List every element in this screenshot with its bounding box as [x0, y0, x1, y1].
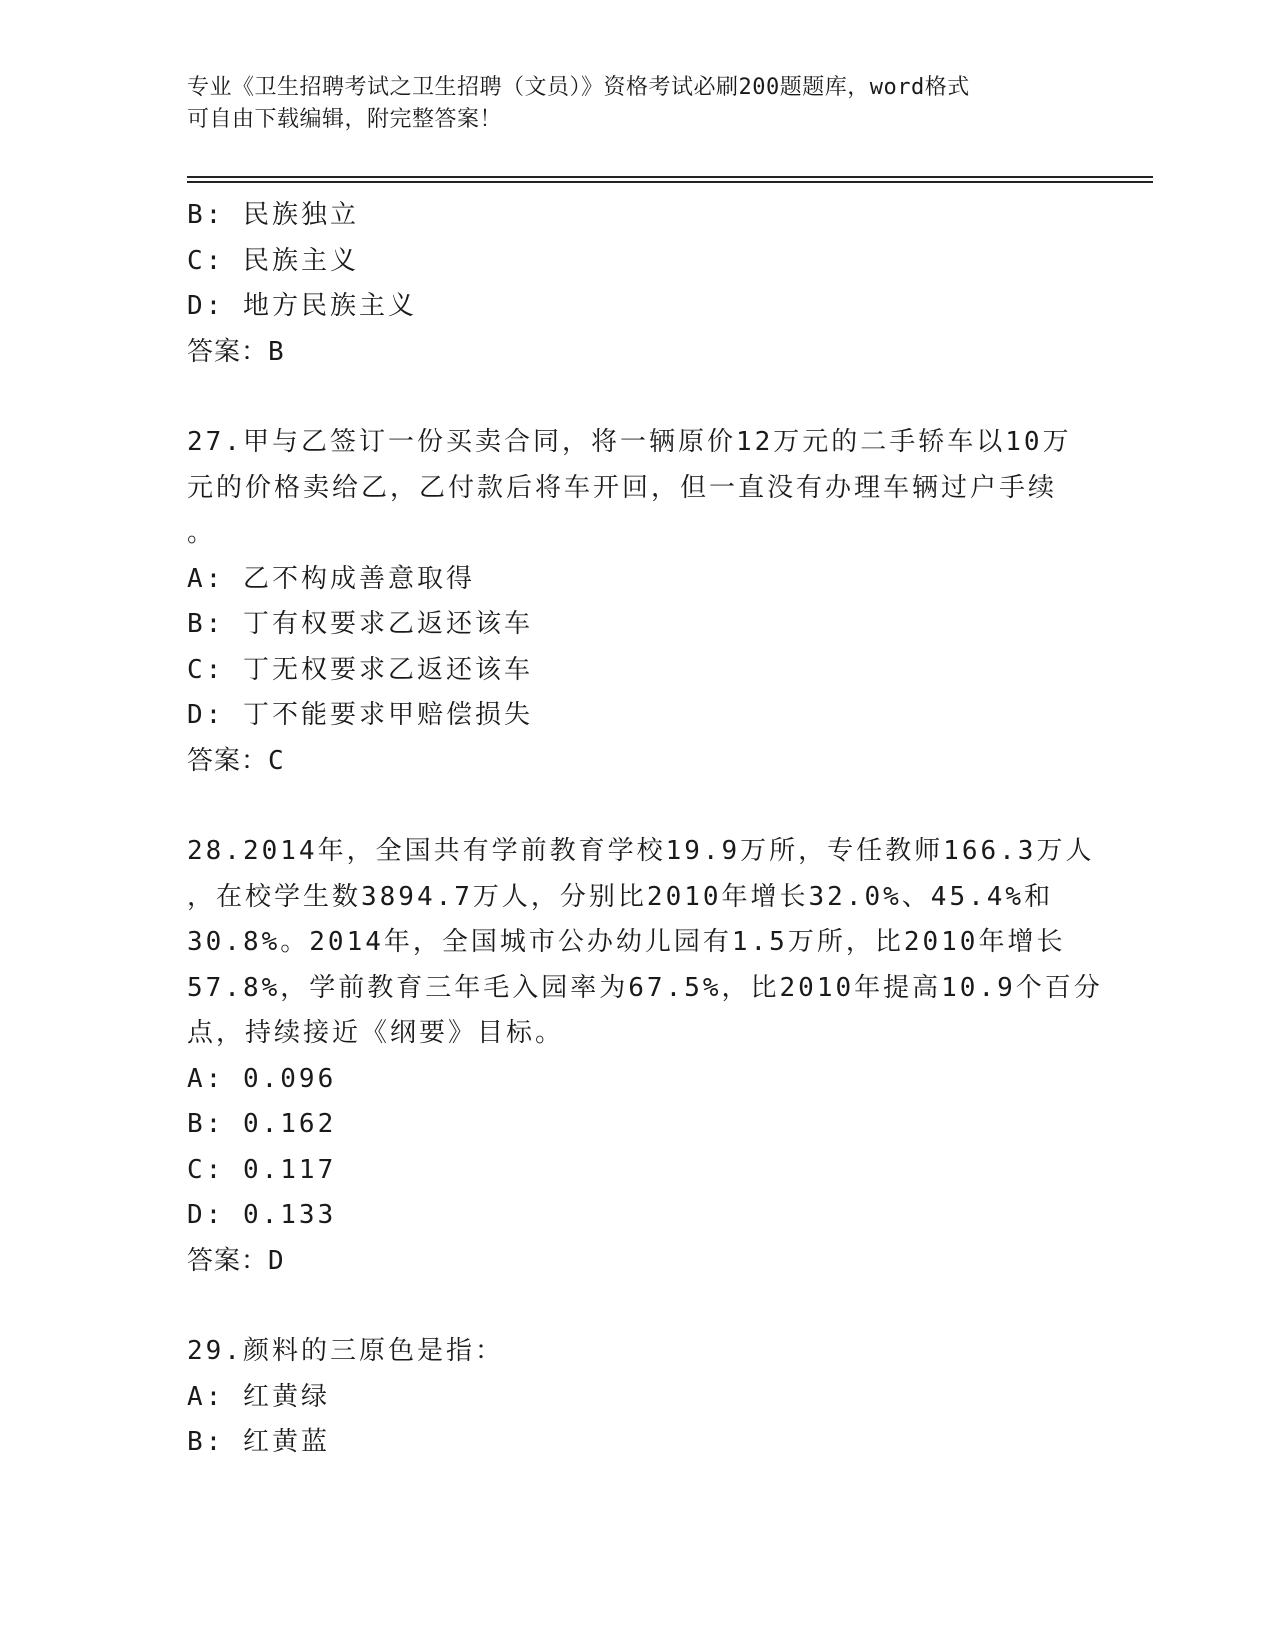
question-stem-line: 30.8%。2014年，全国城市公办幼儿园有1.5万所，比2010年增长 — [187, 927, 1066, 957]
question-29 — [187, 1329, 1147, 1466]
question-stem-line: ，在校学生数3894.7万人，分别比2010年增长32.0%、45.4%和 — [187, 881, 1054, 912]
option-c: C: 丁无权要求乙返还该车 — [187, 654, 533, 685]
answer: 答案：C — [187, 745, 285, 776]
question-list — [187, 193, 1147, 1466]
option-d: D: 0.133 — [187, 1200, 337, 1230]
option-a: A: 0.096 — [187, 1063, 337, 1094]
question-stem-line: 28.2014年，全国共有学前教育学校19.9万所，专任教师166.3万人 — [187, 836, 1095, 866]
question-stem-line: 29.颜料的三原色是指： — [187, 1336, 504, 1366]
document-header — [187, 72, 1067, 136]
option-c: C: 民族主义 — [187, 245, 359, 276]
question-stem-line: 点，持续接近《纲要》目标。 — [187, 1018, 565, 1048]
question-stem-line: 。 — [187, 518, 217, 548]
question-27 — [187, 420, 1147, 784]
question-stem-line: 27.甲与乙签订一份买卖合同，将一辆原价12万元的二手轿车以10万 — [187, 427, 1072, 457]
option-b: B: 民族独立 — [187, 200, 359, 230]
answer: 答案：B — [187, 336, 285, 367]
question-stem-line: 元的价格卖给乙，乙付款后将车开回，但一直没有办理车辆过户手续 — [187, 472, 1058, 503]
option-a: A: 红黄绿 — [187, 1381, 330, 1412]
header-line-2: 可自由下载编辑，附完整答案！ — [187, 107, 503, 132]
question-stem-line: 57.8%，学前教育三年毛入园率为67.5%，比2010年提高10.9个百分 — [187, 972, 1103, 1003]
option-b: B: 红黄蓝 — [187, 1427, 330, 1457]
option-d: D: 丁不能要求甲赔偿损失 — [187, 700, 533, 730]
question-26 — [187, 193, 1147, 375]
option-a: A: 乙不构成善意取得 — [187, 563, 475, 594]
header-divider — [187, 176, 1153, 183]
option-c: C: 0.117 — [187, 1154, 337, 1185]
document-page — [187, 72, 1147, 1466]
option-d: D: 地方民族主义 — [187, 291, 417, 321]
header-line-1: 专业《卫生招聘考试之卫生招聘（文员）》资格考试必刷200题题库，word格式 — [187, 75, 970, 100]
option-b: B: 0.162 — [187, 1109, 337, 1139]
option-b: B: 丁有权要求乙返还该车 — [187, 609, 533, 639]
question-28 — [187, 829, 1147, 1284]
answer: 答案：D — [187, 1245, 285, 1276]
